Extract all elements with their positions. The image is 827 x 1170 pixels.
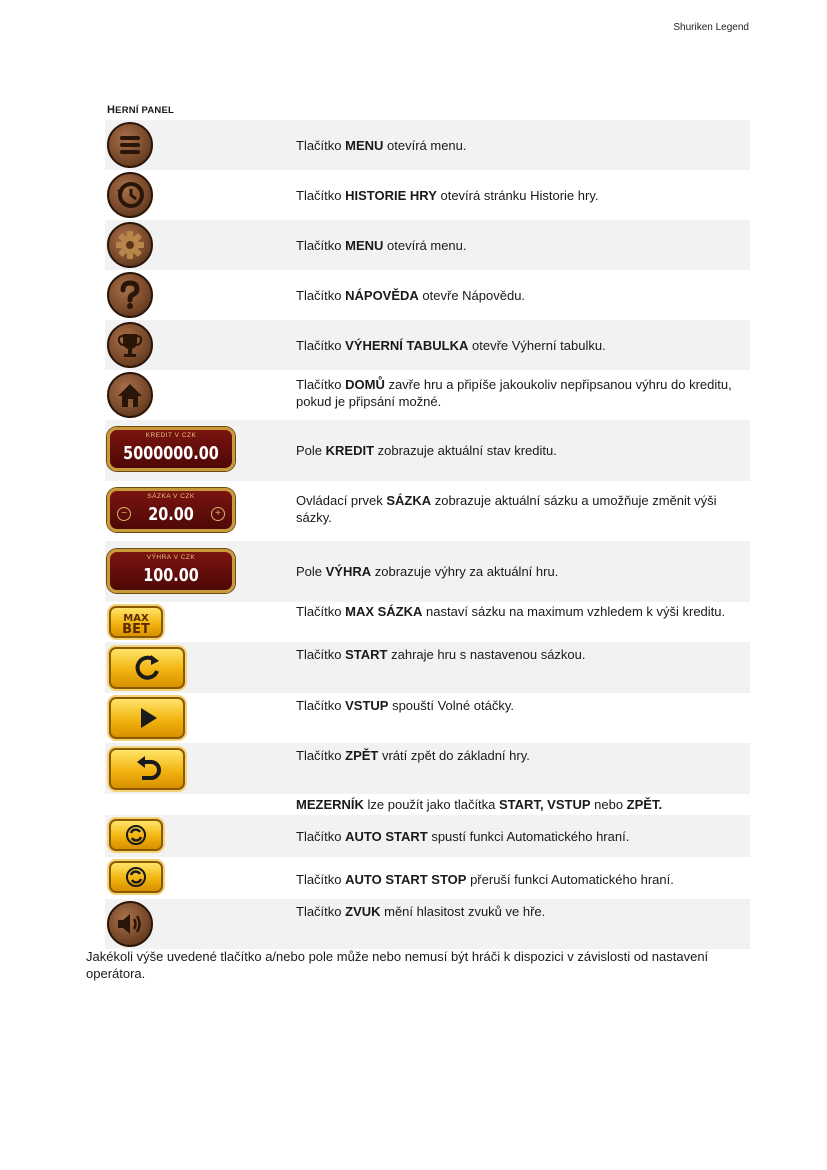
menu-icon <box>107 122 153 168</box>
table-row-back <box>105 743 750 794</box>
table-row-settings <box>105 220 750 270</box>
help-icon <box>107 272 153 318</box>
table-row-spacebar <box>105 794 750 815</box>
row-description: Tlačítko START zahraje hru s nastavenou sázkou. <box>296 647 586 662</box>
row-description: Pole VÝHRA zobrazuje výhry za aktuální hru. <box>296 564 559 579</box>
row-description: Ovládací prvek SÁZKA zobrazuje aktuální sázku a umožňuje změnit výši sázky. <box>296 493 717 525</box>
table-row-bet <box>105 481 750 541</box>
row-description: Tlačítko MENU otevírá menu. <box>296 138 467 153</box>
table-row-max-bet <box>105 602 750 642</box>
row-description: Tlačítko MAX SÁZKA nastaví sázku na maximum vzhledem k výši kreditu. <box>296 604 726 619</box>
table-row-home <box>105 370 750 420</box>
row-description: Tlačítko AUTO START STOP přeruší funkci Automatického hraní. <box>296 872 674 887</box>
table-row-history <box>105 170 750 220</box>
table-row-paytable <box>105 320 750 370</box>
max-bet-icon: MAX BET <box>109 606 163 638</box>
row-description: Pole KREDIT zobrazuje aktuální stav kreditu. <box>296 443 557 458</box>
spin-icon <box>109 647 185 689</box>
autostart-icon <box>109 819 163 851</box>
row-description: Tlačítko HISTORIE HRY otevírá stránku Historie hry. <box>296 188 599 203</box>
trophy-icon <box>107 322 153 368</box>
table-row-win <box>105 541 750 602</box>
play-icon <box>109 697 185 739</box>
table-row-enter <box>105 693 750 743</box>
table-row-help <box>105 270 750 320</box>
table-row-start <box>105 642 750 693</box>
section-title: HERNÍ PANEL <box>107 104 174 116</box>
bet-increase-icon: + <box>211 507 225 521</box>
table-row-menu <box>105 120 750 170</box>
table-row-sound <box>105 899 750 949</box>
row-description: Tlačítko AUTO START spustí funkci Automatického hraní. <box>296 829 630 844</box>
table-row-autostart-stop <box>105 857 750 899</box>
row-description: Tlačítko VÝHERNÍ TABULKA otevře Výherní tabulku. <box>296 338 606 353</box>
document-header-title: Shuriken Legend <box>673 22 749 33</box>
row-description: Tlačítko NÁPOVĚDA otevře Nápovědu. <box>296 288 526 303</box>
gear-icon <box>107 222 153 268</box>
row-description: MEZERNÍK lze použít jako tlačítka START, VSTUP nebo ZPĚT. <box>296 797 663 812</box>
row-description: Tlačítko ZPĚT vrátí zpět do základní hry. <box>296 748 530 763</box>
home-icon <box>107 372 153 418</box>
availability-note: Jakékoli výše uvedené tlačítko a/nebo pole může nebo nemusí být hráči k dispozici v závislosti od nastavení operátora. <box>86 949 709 981</box>
row-description: Tlačítko MENU otevírá menu. <box>296 238 467 253</box>
row-description: Tlačítko ZVUK mění hlasitost zvuků ve hře. <box>296 904 546 919</box>
history-icon <box>107 172 153 218</box>
credit-field: KREDIT V CZK 5000000.00 <box>107 427 235 471</box>
row-description: Tlačítko VSTUP spouští Volné otáčky. <box>296 698 514 713</box>
bet-decrease-icon: − <box>117 507 131 521</box>
table-row-autostart <box>105 815 750 857</box>
table-row-credit <box>105 420 750 481</box>
game-panel-table <box>105 120 750 949</box>
bet-field: SÁZKA V CZK − 20.00 + <box>107 488 235 532</box>
win-field: VÝHRA V CZK 100.00 <box>107 549 235 593</box>
sound-icon <box>107 901 153 947</box>
autostart-stop-icon <box>109 861 163 893</box>
back-icon <box>109 748 185 790</box>
row-description: Tlačítko DOMŮ zavře hru a připíše jakoukoliv nepřipsanou výhru do kreditu, pokud je připsání možné. <box>296 377 732 409</box>
